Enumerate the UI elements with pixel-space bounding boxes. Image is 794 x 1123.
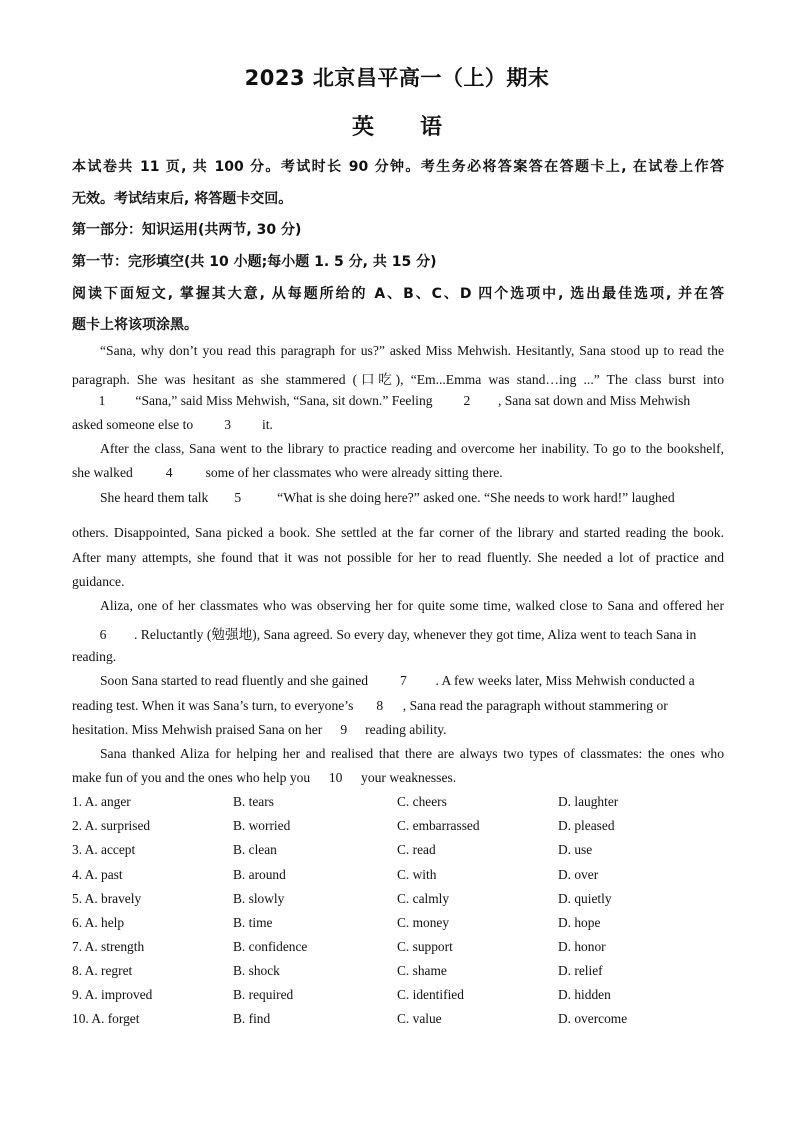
option-9-c: C. identified (397, 987, 464, 1002)
passage-line: Sana thanked Aliza for helping her and realised that there are always two types of classmates: the ones who (100, 746, 724, 761)
passage-line: guidance. (72, 574, 125, 589)
passage-line: make fun of you and the ones who help you 10 your weaknesses. (72, 770, 457, 785)
option-2-b: B. worried (233, 818, 291, 833)
option-7-a: 7. A. strength (72, 939, 145, 954)
passage-line: hesitation. Miss Mehwish praised Sana on her 9 reading ability. (72, 722, 447, 737)
option-6-c: C. money (397, 915, 450, 930)
instructions-line-1: 本试卷共 11 页, 共 100 分。考试时长 90 分钟。考生务必将答案答在答题卡上, 在试卷上作答 (72, 159, 724, 175)
option-3-d: D. use (558, 842, 593, 857)
option-2-d: D. pleased (558, 818, 615, 833)
part-heading: 第一部分：知识运用(共两节, 30 分) (72, 222, 302, 238)
passage-line: others. Disappointed, Sana picked a book. She settled at the far corner of the library and started reading the book. (72, 525, 724, 540)
option-1-d: D. laughter (558, 794, 619, 809)
passage-line: 6 . Reluctantly (勉强地), Sana agreed. So every day, whenever they got time, Aliza went to teach Sana in (72, 623, 724, 643)
option-5-d: D. quietly (558, 891, 612, 906)
blank-7: 7 (400, 673, 407, 688)
option-8-a: 8. A. regret (72, 963, 133, 978)
option-2-a: 2. A. surprised (72, 818, 151, 833)
passage-line: reading test. When it was Sana’s turn, to everyone’s 8 , Sana read the paragraph without stammering or (72, 698, 668, 713)
option-8-d: D. relief (558, 963, 603, 978)
section-heading: 第一节：完形填空(共 10 小题;每小题 1. 5 分, 共 15 分) (72, 254, 437, 270)
passage-line: After many attempts, she found that it was not possible for her to read fluently. She needed a lot of practice and (72, 550, 724, 565)
blank-1: 1 (98, 393, 106, 408)
option-5-c: C. calmly (397, 891, 450, 906)
option-7-d: D. honor (558, 939, 606, 954)
option-6-d: D. hope (558, 915, 601, 930)
option-3-b: B. clean (233, 842, 277, 857)
option-4-b: B. around (233, 867, 286, 882)
option-3-c: C. read (397, 842, 436, 857)
blank-6: 6 (99, 627, 107, 642)
instructions-line-2: 无效。考试结束后, 将答题卡交回。 (72, 191, 293, 207)
blank-9: 9 (340, 722, 348, 737)
option-9-b: B. required (233, 987, 294, 1002)
directions-line-1: 阅读下面短文, 掌握其大意, 从每题所给的 A、B、C、D 四个选项中, 选出最佳选项, 并在答 (72, 286, 724, 302)
page-title: 2023 北京昌平高一（上）期末 (244, 66, 550, 90)
blank-8: 8 (376, 698, 384, 713)
option-10-d: D. overcome (558, 1011, 628, 1026)
option-4-d: D. over (558, 867, 599, 882)
blank-3: 3 (224, 417, 231, 432)
option-7-c: C. support (397, 939, 453, 954)
option-1-a: 1. A. anger (72, 794, 131, 809)
option-6-b: B. time (233, 915, 273, 930)
passage-line: After the class, Sana went to the library to practice reading and overcome her inability. To go to the bookshelf, (100, 441, 724, 456)
option-8-b: B. shock (233, 963, 280, 978)
blank-4: 4 (165, 465, 173, 480)
option-1-c: C. cheers (397, 794, 447, 809)
passage-line: 1 “Sana,” said Miss Mehwish, “Sana, sit down.” Feeling 2 , Sana sat down and Miss Mehwish (72, 393, 724, 409)
subject-left: 英 (351, 115, 374, 140)
passage-line: she walked 4 some of her classmates who were already sitting there. (72, 465, 503, 480)
option-9-a: 9. A. improved (72, 987, 153, 1002)
option-1-b: B. tears (233, 794, 274, 809)
option-3-a: 3. A. accept (72, 842, 136, 857)
blank-10: 10 (328, 770, 343, 785)
subject-heading (0, 110, 794, 141)
passage-line: Soon Sana started to read fluently and she gained 7 . A few weeks later, Miss Mehwish conducted a (100, 673, 695, 688)
passage-line: Aliza, one of her classmates who was observing her for quite some time, walked close to Sana and offered her (100, 598, 724, 613)
option-2-c: C. embarrassed (397, 818, 480, 833)
directions-line-2: 题卡上将该项涂黑。 (72, 317, 198, 333)
option-7-b: B. confidence (233, 939, 308, 954)
option-8-c: C. shame (397, 963, 447, 978)
subject-right: 语 (420, 115, 443, 140)
blank-2: 2 (463, 393, 471, 408)
option-5-a: 5. A. bravely (72, 891, 142, 906)
option-4-a: 4. A. past (72, 867, 123, 882)
blank-5: 5 (234, 490, 242, 505)
option-5-b: B. slowly (233, 891, 285, 906)
option-9-d: D. hidden (558, 987, 611, 1002)
option-10-c: C. value (397, 1011, 442, 1026)
option-4-c: C. with (397, 867, 437, 882)
option-10-b: B. find (233, 1011, 271, 1026)
passage-line: “Sana, why don’t you read this paragraph for us?” asked Miss Mehwish. Hesitantly, Sana stood up to read the (100, 343, 724, 358)
passage-line: paragraph. She was hesitant as she stammered (口吃), “Em...Emma was stand…ing ...” The class burst into (72, 372, 724, 387)
option-6-a: 6. A. help (72, 915, 125, 930)
option-10-a: 10. A. forget (72, 1011, 140, 1026)
passage-line: reading. (72, 649, 117, 664)
passage-line: asked someone else to 3 it. (72, 417, 273, 432)
passage-line: She heard them talk 5 “What is she doing here?” asked one. “She needs to work hard!” laughed (100, 490, 675, 505)
